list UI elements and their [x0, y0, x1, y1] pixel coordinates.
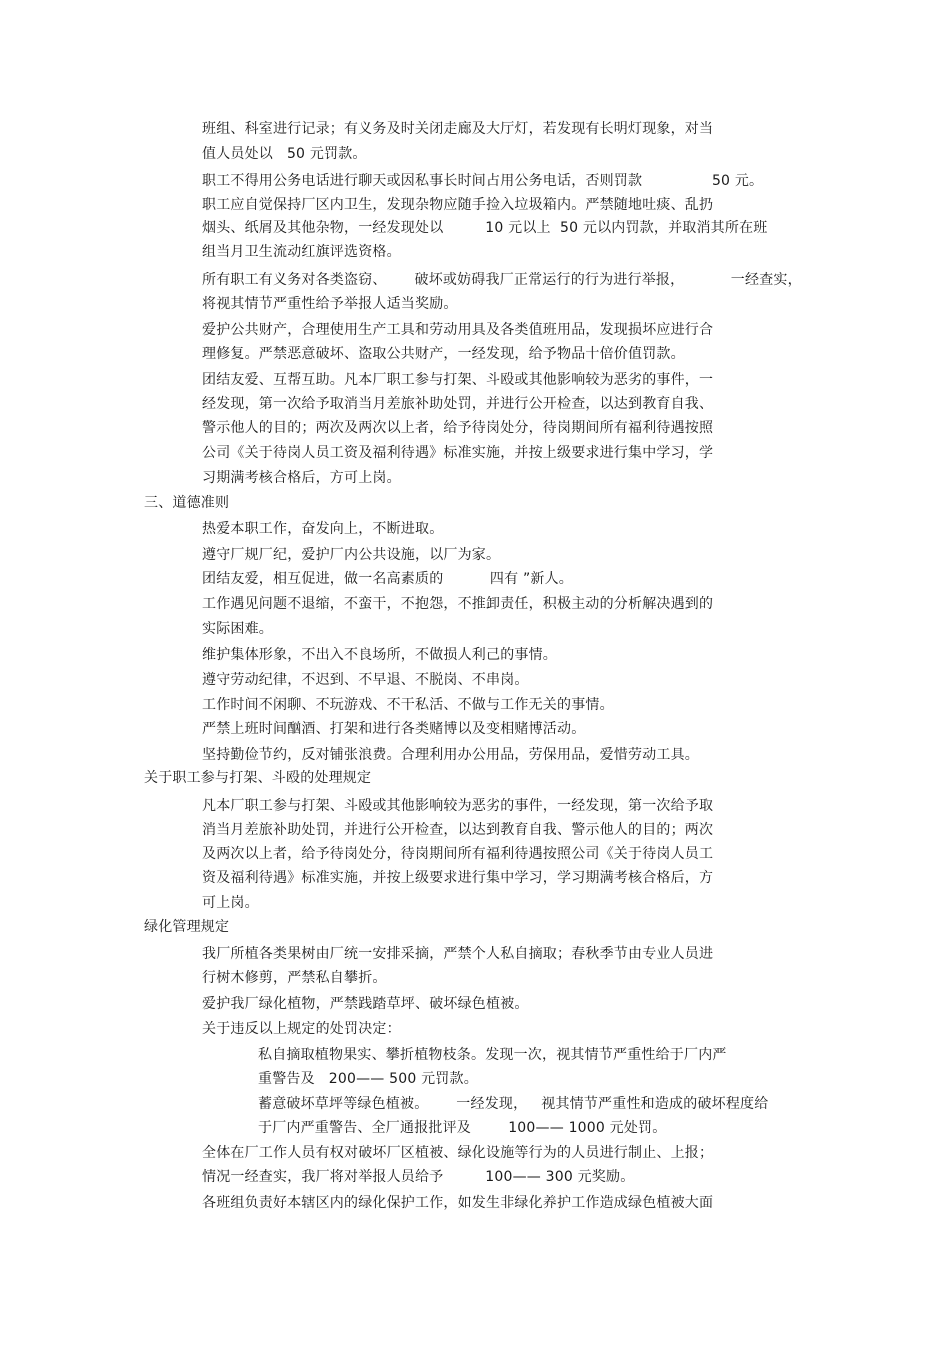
- text-line: 公司《关于待岗人员工资及福利待遇》标准实施，并按上级要求进行集中学习，学: [202, 445, 714, 461]
- text-line: 习期满考核合格后，方可上岗。: [202, 470, 401, 486]
- text-line: 关于违反以上规定的处罚决定：: [202, 1021, 401, 1037]
- text-line: 职工应自觉保持厂区内卫生，发现杂物应随手捡入垃圾箱内。严禁随地吐痰、乱扔: [202, 197, 714, 213]
- text-line: 及两次以上者，给予待岗处分，待岗期间所有福利待遇按照公司《关于待岗人员工: [202, 846, 714, 862]
- text-line: 团结友爱，相互促进，做一名高素质的 四有 ”新人。: [202, 571, 574, 587]
- text-line: 重警告及 200—— 500 元罚款。: [258, 1071, 478, 1087]
- text-line: 组当月卫生流动红旗评选资格。: [202, 244, 401, 260]
- text-line: 全体在厂工作人员有权对破坏厂区植被、绿化设施等行为的人员进行制止、上报；: [202, 1145, 714, 1161]
- text-line: 于厂内严重警告、全厂通报批评及 100—— 1000 元处罚。: [258, 1120, 667, 1136]
- text-line: 爱护我厂绿化植物，严禁践踏草坪、破坏绿色植被。: [202, 996, 529, 1012]
- text-line: 热爱本职工作，奋发向上，不断进取。: [202, 521, 444, 537]
- text-line: 将视其情节严重性给予举报人适当奖励。: [202, 296, 458, 312]
- text-line: 所有职工有义务对各类盗窃、 破坏或妨碍我厂正常运行的行为进行举报， 一经查实，: [202, 272, 802, 288]
- text-line: 遵守劳动纪律，不迟到、不早退、不脱岗、不串岗。: [202, 672, 529, 688]
- text-line: 维护集体形象，不出入不良场所，不做损人利己的事情。: [202, 647, 557, 663]
- text-line: 值人员处以 50 元罚款。: [202, 146, 367, 162]
- text-line: 工作时间不闲聊、不玩游戏、不干私活、不做与工作无关的事情。: [202, 697, 614, 713]
- text-line: 私自摘取植物果实、攀折植物枝条。发现一次，视其情节严重性给于厂内严: [258, 1047, 727, 1063]
- text-line: 我厂所植各类果树由厂统一安排采摘，严禁个人私自摘取；春秋季节由专业人员进: [202, 946, 714, 962]
- text-line: 烟头、纸屑及其他杂物，一经发现处以 10 元以上 50 元以内罚款，并取消其所在班: [202, 220, 768, 236]
- text-line: 实际困难。: [202, 621, 273, 637]
- text-line: 爱护公共财产，合理使用生产工具和劳动用具及各类值班用品，发现损坏应进行合: [202, 322, 714, 338]
- text-line: 经发现，第一次给予取消当月差旅补助处罚，并进行公开检查，以达到教育自我、: [202, 396, 714, 412]
- text-line: 资及福利待遇》标准实施，并按上级要求进行集中学习，学习期满考核合格后，方: [202, 870, 714, 886]
- text-line: 行树木修剪，严禁私自攀折。: [202, 970, 387, 986]
- text-line: 理修复。严禁恶意破坏、盗取公共财产，一经发现，给予物品十倍价值罚款。: [202, 346, 685, 362]
- text-line: 情况一经查实，我厂将对举报人员给予 100—— 300 元奖励。: [202, 1169, 635, 1185]
- text-line: 遵守厂规厂纪，爱护厂内公共设施，以厂为家。: [202, 547, 501, 563]
- text-line: 团结友爱、互帮互助。凡本厂职工参与打架、斗殴或其他影响较为恶劣的事件，一: [202, 372, 714, 388]
- section-heading: 关于职工参与打架、斗殴的处理规定: [144, 770, 372, 786]
- text-line: 严禁上班时间酗酒、打架和进行各类赌博以及变相赌博活动。: [202, 721, 586, 737]
- text-line: 凡本厂职工参与打架、斗殴或其他影响较为恶劣的事件，一经发现，第一次给予取: [202, 798, 714, 814]
- text-line: 警示他人的目的；两次及两次以上者，给予待岗处分，待岗期间所有福利待遇按照: [202, 420, 714, 436]
- text-line: 蓄意破坏草坪等绿色植被。 一经发现， 视其情节严重性和造成的破坏程度给: [258, 1096, 769, 1112]
- text-line: 坚持勤俭节约，反对铺张浪费。合理利用办公用品，劳保用品，爱惜劳动工具。: [202, 747, 699, 763]
- text-line: 各班组负责好本辖区内的绿化保护工作，如发生非绿化养护工作造成绿色植被大面: [202, 1195, 714, 1211]
- text-line: 职工不得用公务电话进行聊天或因私事长时间占用公务电话，否则罚款 50 元。: [202, 173, 764, 189]
- text-line: 班组、科室进行记录；有义务及时关闭走廊及大厅灯，若发现有长明灯现象，对当: [202, 121, 714, 137]
- text-line: 工作遇见问题不退缩，不蛮干，不抱怨，不推卸责任，积极主动的分析解决遇到的: [202, 596, 714, 612]
- section-heading: 三、道德准则: [144, 495, 230, 511]
- text-line: 可上岗。: [202, 895, 259, 911]
- text-line: 消当月差旅补助处罚，并进行公开检查，以达到教育自我、警示他人的目的；两次: [202, 822, 714, 838]
- section-heading: 绿化管理规定: [144, 919, 230, 935]
